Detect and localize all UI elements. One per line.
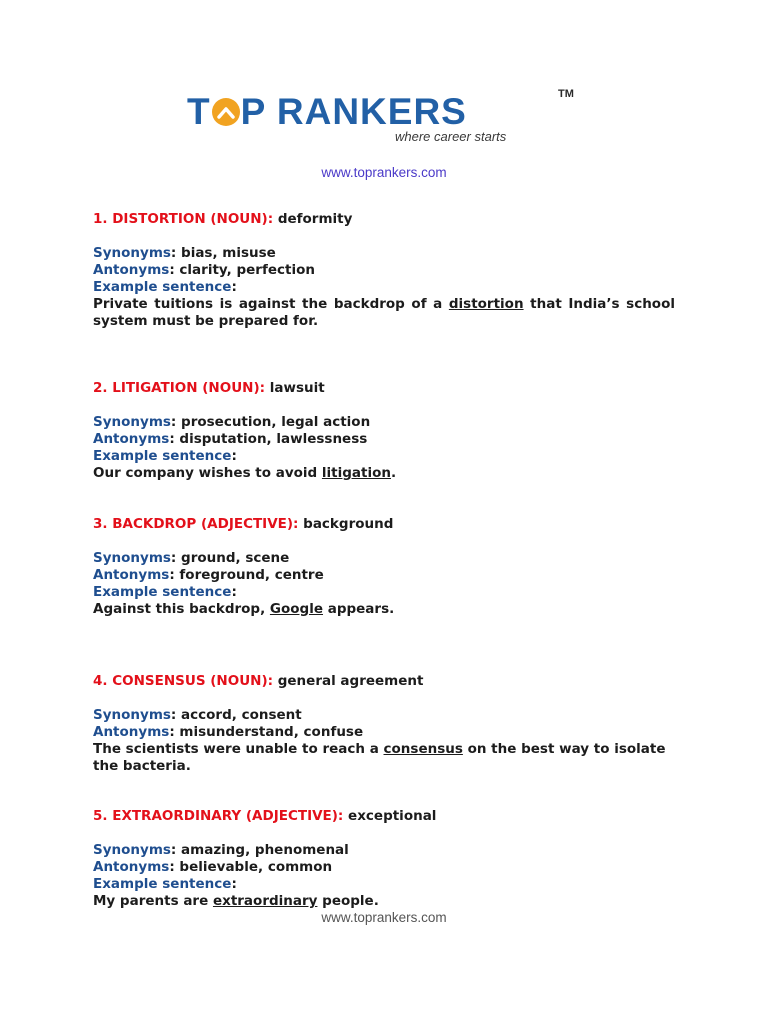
- vocab-entry-3: 3. BACKDROP (ADJECTIVE): background Synonyms: ground, scene Antonyms: foreground, centre Example sentence: Against this backdrop, Google appears.: [93, 516, 675, 618]
- logo-wordmark: [187, 92, 467, 132]
- headword: 4. CONSENSUS (NOUN):: [93, 673, 274, 689]
- antonyms-value: foreground, centre: [179, 567, 324, 583]
- underlined-word: extraordinary: [212, 893, 318, 909]
- synonyms-value: amazing, phenomenal: [181, 842, 349, 858]
- antonyms-label: Antonyms: [93, 567, 170, 583]
- definition: deformity: [277, 211, 353, 227]
- synonyms-value: bias, misuse: [181, 245, 276, 261]
- vocab-entry-1: 1. DISTORTION (NOUN): deformity Synonyms: bias, misuse Antonyms: clarity, perfection Example sentence: Private tuitions is against the backdrop of a distortion that India’s school system must be prepared for.: [93, 211, 675, 329]
- synonyms-value: ground, scene: [181, 550, 290, 566]
- example-sentence: Against this backdrop, Google appears.: [93, 601, 395, 617]
- definition: general agreement: [277, 673, 424, 689]
- headword: 1. DISTORTION (NOUN):: [93, 211, 274, 227]
- example-sentence: The scientists were unable to reach a consensus on the best way to isolate the bacteria.: [93, 741, 666, 774]
- entry-heading: [93, 380, 675, 397]
- site-url-footer[interactable]: www.toprankers.com: [321, 910, 447, 925]
- antonyms-label: Antonyms: [93, 262, 170, 278]
- antonyms-value: disputation, lawlessness: [179, 431, 368, 447]
- example-label: Example sentence: [93, 876, 232, 892]
- synonyms-label: Synonyms: [93, 707, 171, 723]
- logo-tagline: where career starts: [395, 129, 507, 144]
- synonyms-label: Synonyms: [93, 550, 171, 566]
- logo-trademark: TM: [558, 88, 574, 100]
- example-label: Example sentence: [93, 584, 232, 600]
- antonyms-label: Antonyms: [93, 724, 170, 740]
- example-sentence: Our company wishes to avoid litigation.: [93, 465, 397, 481]
- antonyms-value: clarity, perfection: [179, 262, 315, 278]
- underlined-word: distortion: [448, 296, 524, 312]
- headword: 5. EXTRAORDINARY (ADJECTIVE):: [93, 808, 344, 824]
- definition: lawsuit: [269, 380, 325, 396]
- underlined-word: consensus: [383, 741, 463, 757]
- vocab-entry-2: 2. LITIGATION (NOUN): lawsuit Synonyms: prosecution, legal action Antonyms: disputation, lawlessness Example sentence: Our company wishes to avoid litigation.: [93, 380, 675, 482]
- antonyms-value: misunderstand, confuse: [179, 724, 364, 740]
- logo-text-t: T: [187, 91, 211, 132]
- underlined-word: litigation: [321, 465, 391, 481]
- synonyms-value: prosecution, legal action: [181, 414, 371, 430]
- entry-heading: [93, 808, 675, 825]
- entry-heading: [93, 516, 675, 533]
- example-label: Example sentence: [93, 279, 232, 295]
- synonyms-label: Synonyms: [93, 842, 171, 858]
- entry-heading: [93, 211, 675, 228]
- vocab-entry-4: 4. CONSENSUS (NOUN): general agreement Synonyms: accord, consent Antonyms: misunderstand, confuse The scientists were unable to reach a consensus on the best way to isolate the bacteria.: [93, 673, 675, 775]
- toprankers-logo: [187, 88, 579, 150]
- antonyms-label: Antonyms: [93, 859, 170, 875]
- antonyms-value: believable, common: [179, 859, 333, 875]
- example-sentence: Private tuitions is against the backdrop of a distortion that India’s school system must be prepared for.: [93, 296, 675, 329]
- site-url-header[interactable]: www.toprankers.com: [321, 165, 447, 180]
- logo-o-chevron-icon: [212, 98, 240, 126]
- entry-heading: [93, 673, 675, 690]
- headword: 2. LITIGATION (NOUN):: [93, 380, 266, 396]
- logo-text-rankers: P RANKERS: [240, 91, 467, 132]
- underlined-word: Google: [269, 601, 323, 617]
- vocab-entry-5: 5. EXTRAORDINARY (ADJECTIVE): exceptional Synonyms: amazing, phenomenal Antonyms: believable, common Example sentence: My parents are extraordinary people.: [93, 808, 675, 910]
- example-label: Example sentence: [93, 448, 232, 464]
- example-sentence: My parents are extraordinary people.: [93, 893, 379, 909]
- antonyms-label: Antonyms: [93, 431, 170, 447]
- definition: background: [303, 516, 394, 532]
- definition: exceptional: [348, 808, 437, 824]
- headword: 3. BACKDROP (ADJECTIVE):: [93, 516, 299, 532]
- synonyms-label: Synonyms: [93, 414, 171, 430]
- synonyms-label: Synonyms: [93, 245, 171, 261]
- synonyms-value: accord, consent: [181, 707, 302, 723]
